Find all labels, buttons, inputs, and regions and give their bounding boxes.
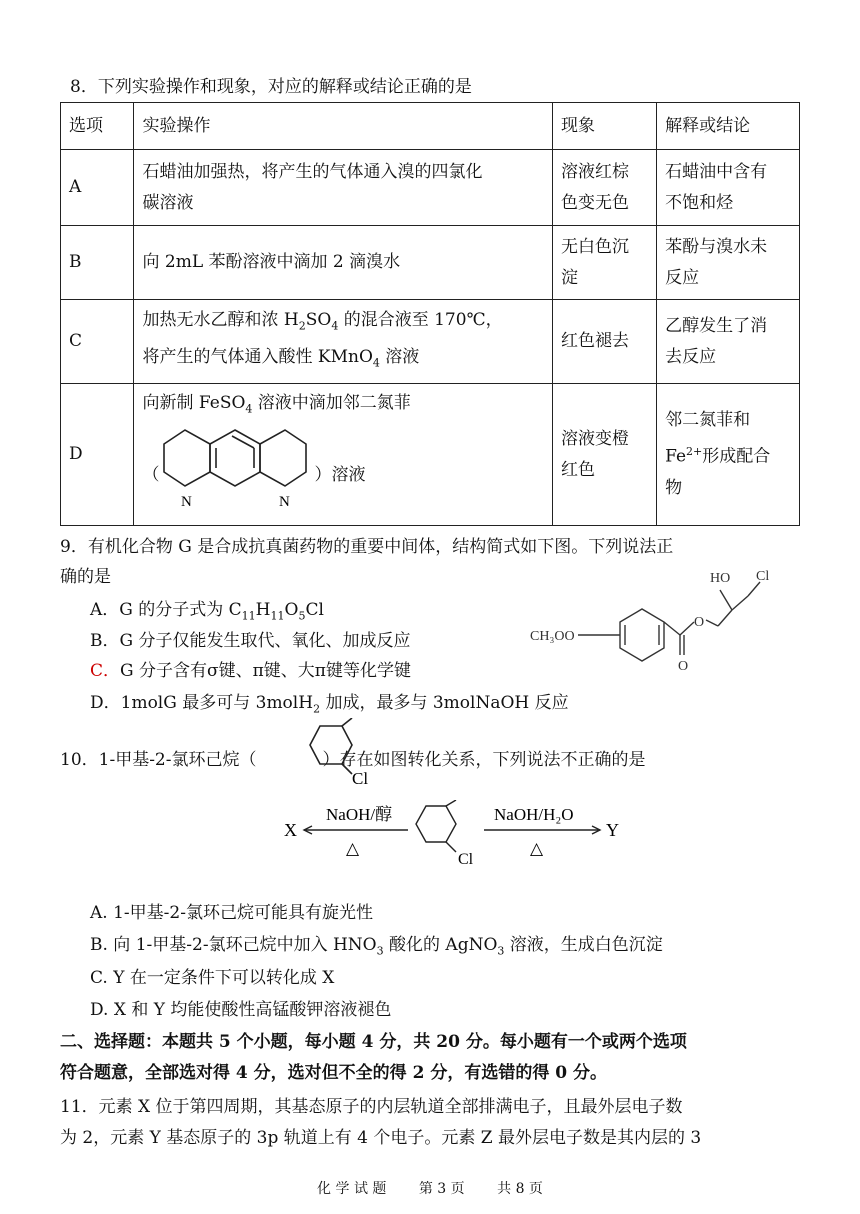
conclusion-cell: 邻二氮菲和 $Fe^{2+}$形成配合 物	[657, 384, 800, 526]
conclusion-cell: 苯酚与溴水未 反应	[657, 226, 800, 300]
nitrogen-label: N	[181, 494, 193, 511]
option-cell: D	[61, 384, 134, 526]
heat-symbol: △	[346, 839, 360, 859]
nitrogen-label: N	[279, 494, 291, 511]
conclusion-cell: 石蜡油中含有 不饱和烃	[657, 150, 800, 226]
q9-option-b: B．G 分子仅能发生取代、氧化、加成反应	[90, 631, 411, 651]
chlorine-label: Cl	[756, 569, 770, 584]
methoxy-label: CH₃OO	[530, 629, 575, 644]
option-cell: C	[61, 300, 134, 384]
reagent-left-label: NaOH/醇	[326, 805, 393, 824]
hydroxyl-label: HO	[710, 571, 731, 586]
table-row	[61, 150, 800, 226]
reagent-right-label: NaOH/H₂O	[494, 805, 574, 824]
table-row	[61, 300, 800, 384]
chlorine-label: Cl	[458, 851, 474, 868]
header-cell: 实验操作	[134, 103, 552, 150]
table-header-row	[61, 103, 800, 150]
operation-cell: 加热无水乙醇和浓 $H_2SO_4$ 的混合液至 170℃， 将产生的气体通入酸性 KMnO$_4$ 溶液	[134, 300, 552, 384]
phenomenon-cell: 溶液变橙 红色	[552, 384, 656, 526]
product-x-label: X	[284, 820, 297, 840]
header-cell: 选项	[61, 103, 134, 150]
q11-line1: 11．元素 X 位于第四周期，其基态原子的内层轨道全部排满电子，且最外层电子数	[60, 1097, 683, 1117]
footer-subject: 化 学 试 题	[317, 1181, 387, 1197]
heat-symbol: △	[530, 839, 544, 859]
section2-instructions-line2: 符合题意，全部选对得 4 分，选对但不全的得 2 分，有选错的得 0 分。	[60, 1063, 607, 1083]
q10-stem: 10．1-甲基-2-氯环己烷（ ）存在如图转化关系，下列说法不正确的是	[60, 750, 646, 770]
section2-instructions-line1: 二、选择题：本题共 5 个小题，每小题 4 分，共 20 分。每小题有一个或两个选项	[60, 1032, 687, 1052]
chlorine-label: Cl	[352, 769, 369, 786]
conclusion-cell: 乙醇发生了消 去反应	[657, 300, 800, 384]
header-cell: 现象	[552, 103, 656, 150]
phenomenon-cell: 无白色沉 淀	[552, 226, 656, 300]
q11-line2: 为 2，元素 Y 基态原子的 3p 轨道上有 4 个电子。元素 Z 最外层电子数是其内层的 3	[60, 1128, 702, 1148]
q9-stem-line1: 9．有机化合物 G 是合成抗真菌药物的重要中间体，结构简式如下图。下列说法正	[60, 537, 674, 557]
footer-total-pages: 共 8 页	[497, 1181, 543, 1197]
oxygen-label: O	[694, 615, 705, 630]
q10-option-b: B. 向 1-甲基-2-氯环己烷中加入 $HNO_3$ 酸化的 AgNO$_3$ 溶液，生成白色沉淀	[90, 935, 663, 958]
q9-option-a: A．G 的分子式为 $C_{11}H_{11}O_5Cl$	[90, 600, 324, 623]
cyclohexane-structure	[296, 718, 386, 786]
phenanthroline-structure	[160, 424, 310, 510]
operation-cell: 向 2mL 苯酚溶液中滴加 2 滴溴水	[134, 226, 552, 300]
option-cell: B	[61, 226, 134, 300]
compound-g-structure	[520, 560, 780, 685]
page-footer	[0, 1178, 860, 1198]
q9-option-d: D．1molG 最多可与 3molH$_2$ 加成，最多与 3molNaOH 反应	[90, 693, 569, 716]
oxygen-label: O	[678, 659, 689, 674]
operation-cell: 石蜡油加强热，将产生的气体通入溴的四氯化 碳溶液	[134, 150, 552, 226]
option-cell: A	[61, 150, 134, 226]
phenomenon-cell: 红色褪去	[552, 300, 656, 384]
table-row	[61, 226, 800, 300]
header-cell: 解释或结论	[657, 103, 800, 150]
q8-title: 8．下列实验操作和现象，对应的解释或结论正确的是	[70, 77, 472, 97]
q9-option-c: C．G 分子含有σ键、π键、大π键等化学键	[90, 661, 411, 681]
q10-option-c: C. Y 在一定条件下可以转化成 X	[90, 968, 335, 988]
q10-option-d: D. X 和 Y 均能使酸性高锰酸钾溶液褪色	[90, 1000, 392, 1020]
phenomenon-cell: 溶液红棕 色变无色	[552, 150, 656, 226]
reaction-scheme	[280, 800, 630, 872]
table-row	[61, 384, 800, 526]
q10-option-a: A. 1-甲基-2-氯环己烷可能具有旋光性	[90, 903, 373, 923]
experiment-table	[60, 102, 800, 526]
q9-stem-line2: 确的是	[60, 567, 111, 587]
operation-cell: 向新制 FeSO$_4$ 溶液中滴加邻二氮菲 （ N N ）溶液	[134, 384, 552, 526]
product-y-label: Y	[606, 820, 619, 840]
footer-page-number: 第 3 页	[418, 1181, 465, 1197]
